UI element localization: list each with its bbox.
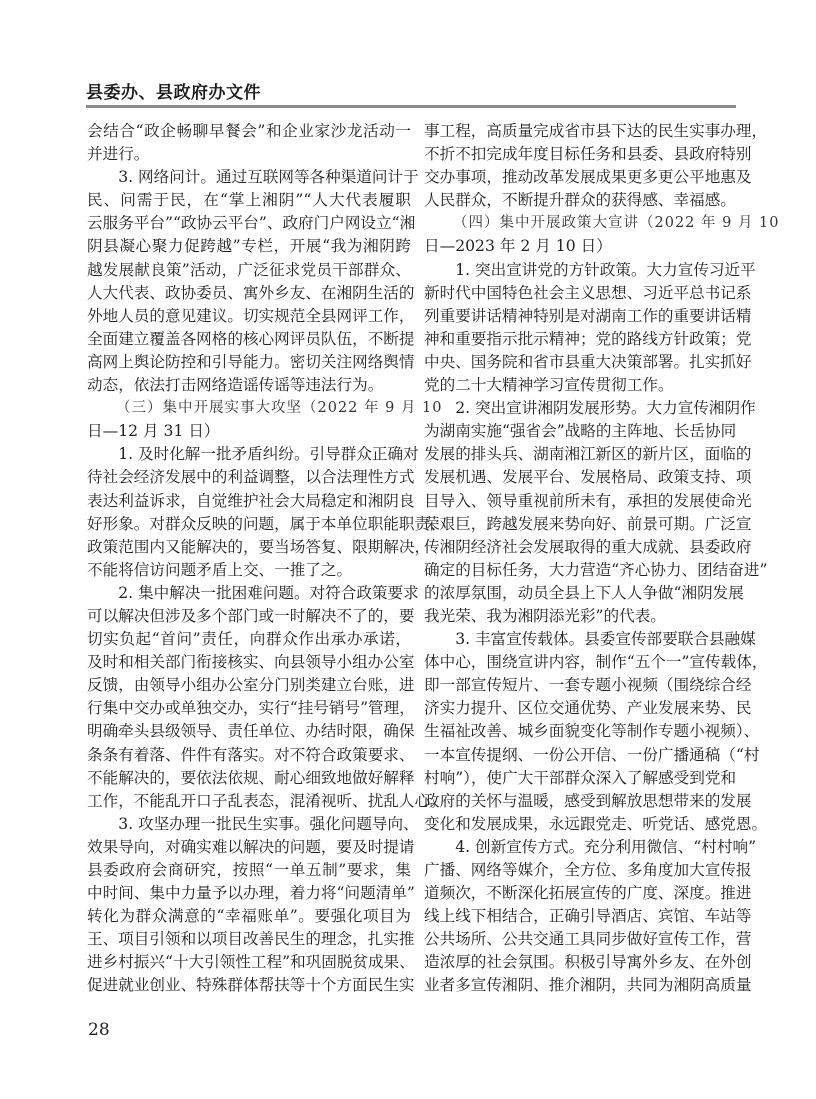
text-line: 新时代中国特色社会主义思想、习近平总书记系 [424,283,752,302]
text-line: 条条有着落、件件有落实。对不符合政策要求、 [87,745,415,764]
text-line: 1. 突出宣讲党的方针政策。大力宣传习近平 [455,260,756,279]
text-line: 促进就业创业、特殊群体帮扶等十个方面民生实 [87,976,415,995]
text-line: 确定的目标任务，大力营造“齐心协力、团结奋进” [424,560,768,579]
text-line: 3. 攻坚办理一批民生实事。强化问题导向、 [118,814,419,833]
text-line: 生福祉改善、城乡面貌变化等制作专题小视频）、 [424,722,760,741]
text-line: 即一部宣传短片、一套专题小视频（围绕综合经 [424,676,752,695]
text-line: 线上线下相结合，正确引导酒店、宾馆、车站等 [424,907,752,926]
section-heading-line: （四）集中开展政策大宣讲（2022 年 9 月 10 [453,215,780,232]
right-column [424,120,780,998]
text-line: 发展机遇、发展平台、发展格局、政策支持、项 [424,468,752,487]
text-line: 党的二十大精神学习宣传贯彻工作。 [424,376,674,395]
text-line: 并进行。 [87,145,150,164]
text-line: 政策范围内又能解决的，要当场答复、限期解决， [87,537,431,556]
text-line: 切实负起“首问”责任，向群众作出承办承诺， [87,630,411,649]
text-line: 事工程，高质量完成省市县下达的民生实事办理， [424,122,768,140]
text-line: 变化和发展成果，永远跟党走、听党话、感党恩。 [424,814,768,833]
text-line: 进乡村振兴“十大引领性工程”和巩固脱贫成果、 [87,953,415,972]
text-line: 体中心，围绕宣讲内容，制作“五个一”宣传载体， [424,653,768,672]
page-header-title: 县委办、县政府办文件 [86,83,261,103]
text-line: 人大代表、政协委员、寓外乡友、在湘阴生活的 [87,283,415,302]
text-line: 荣艰巨，跨越发展来势向好、前景可期。广泛宣 [424,514,752,533]
text-line: 的浓厚氛围，动员全县上下人人争做“湘阴发展 [424,583,744,602]
text-line: 全面建立覆盖各网格的核心网评员队伍，不断提 [87,329,415,348]
text-line: 明确牵头县级领导、责任单位、办结时限，确保 [87,722,415,741]
text-line: 阴县凝心聚力促跨越”专栏，开展“我为湘阴跨 [87,237,411,256]
text-line: 列重要讲话精神特别是对湖南工作的重要讲话精 [424,306,752,325]
text-line: 云服务平台”“政协云平台”、政府门户网设立“湘 [87,214,416,233]
text-line: 日—2023 年 2 月 10 日） [424,237,612,256]
text-line: 目导入、领导重视前所未有，承担的发展使命光 [424,491,752,510]
text-line: 中央、国务院和省市县重大决策部署。扎实抓好 [424,352,752,371]
text-line: 效果导向，对确实难以解决的问题，要及时提请 [87,837,415,856]
text-line: 3. 丰富宣传载体。县委宣传部要联合县融媒 [455,630,756,649]
text-line: 及时和相关部门衔接核实、向县领导小组办公室 [87,653,415,672]
text-line: 待社会经济发展中的利益调整，以合法理性方式 [87,468,415,487]
text-line: 4. 创新宣传方式。充分利用微信、“村村响” [455,837,757,856]
text-line: 为湖南实施“强省会”战略的主阵地、长岳协同 [424,422,737,441]
left-column [87,120,446,998]
text-line: 济实力提升、区位交通优势、产业发展来势、民 [424,699,752,718]
text-line: 公共场所、公共交通工具同步做好宣传工作，营 [424,930,752,949]
text-line: 1. 及时化解一批矛盾纠纷。引导群众正确对 [118,445,419,464]
text-line: 神和重要指示批示精神；党的路线方针政策；党 [424,329,752,348]
text-line: 中时间、集中力量予以办理，着力将“问题清单” [87,884,415,903]
section-heading-line: （三）集中开展实事大攻坚（2022 年 9 月 10 [116,400,443,417]
text-line: 行集中交办或单独交办，实行“挂号销号”管理， [87,699,415,718]
text-line: 人民群众，不断提升群众的获得感、幸福感。 [424,191,736,210]
text-line: 村响”），使广大干部群众深入了解感受到党和 [424,768,737,787]
text-line: 交办事项，推动改革发展成果更多更公平地惠及 [424,168,752,187]
text-line: 工作，不能乱开口子乱表态，混淆视听、扰乱人心。 [87,791,446,810]
text-line: 道频次，不断深化拓展宣传的广度、深度。推进 [424,884,752,903]
text-line: 不能将信访问题矛盾上交、一推了之。 [87,560,353,579]
text-line: 不能解决的，要依法依规、耐心细致地做好解释 [87,768,415,787]
text-line: 表达利益诉求，自觉维护社会大局稳定和湘阴良 [87,491,415,510]
text-line: 我光荣、我为湘阴添光彩”的代表。 [424,606,666,625]
text-line: 可以解决但涉及多个部门或一时解决不了的，要 [87,606,415,625]
text-line: 一本宣传提纲、一份公开信、一份广播通稿（“村 [424,745,760,764]
text-line: 广播、网络等媒介，全方位、多角度加大宣传报 [424,861,752,879]
page-number: 28 [88,1020,110,1040]
text-line: 反馈，由领导小组办公室分门别类建立台账，进 [87,676,415,695]
text-line: 民、问需于民，在“掌上湘阴”“人大代表履职 [87,191,411,210]
text-line: 好形象。对群众反映的问题，属于本单位职能职责、 [87,514,446,533]
text-line: 政府的关怀与温暖，感受到解放思想带来的发展 [424,791,752,810]
text-line: 2. 突出宣讲湘阴发展形势。大力宣传湘阴作 [455,399,756,418]
header-divider [86,105,736,108]
text-line: 王、项目引领和以项目改善民生的理念，扎实推 [87,930,415,949]
text-line: 不折不扣完成年度目标任务和县委、县政府特别 [424,145,752,164]
text-line: 会结合“政企畅聊早餐会”和企业家沙龙活动一 [87,122,411,140]
text-line: 传湘阴经济社会发展取得的重大成就、县委政府 [424,537,752,556]
text-line: 造浓厚的社会氛围。积极引导寓外乡友、在外创 [424,953,752,972]
text-line: 县委政府会商研究，按照“一单五制”要求，集 [87,861,411,879]
text-line: 越发展献良策”活动，广泛征求党员干部群众、 [87,260,411,279]
text-line: 动态，依法打击网络造谣传谣等违法行为。 [87,376,384,395]
text-line: 发展的排头兵、湖南湘江新区的新片区，面临的 [424,445,752,464]
text-line: 日—12 月 31 日） [87,422,220,441]
text-line: 3. 网络问计。通过互联网等各种渠道问计于 [118,168,419,187]
text-line: 高网上舆论防控和引导能力。密切关注网络舆情 [87,352,415,371]
text-line: 外地人员的意见建议。切实规范全县网评工作， [87,306,415,325]
text-line: 转化为群众满意的“幸福账单”。要强化项目为 [87,907,411,926]
text-line: 2. 集中解决一批困难问题。对符合政策要求 [118,583,419,602]
text-line: 业者多宣传湘阴、推介湘阴，共同为湘阴高质量 [424,976,752,995]
